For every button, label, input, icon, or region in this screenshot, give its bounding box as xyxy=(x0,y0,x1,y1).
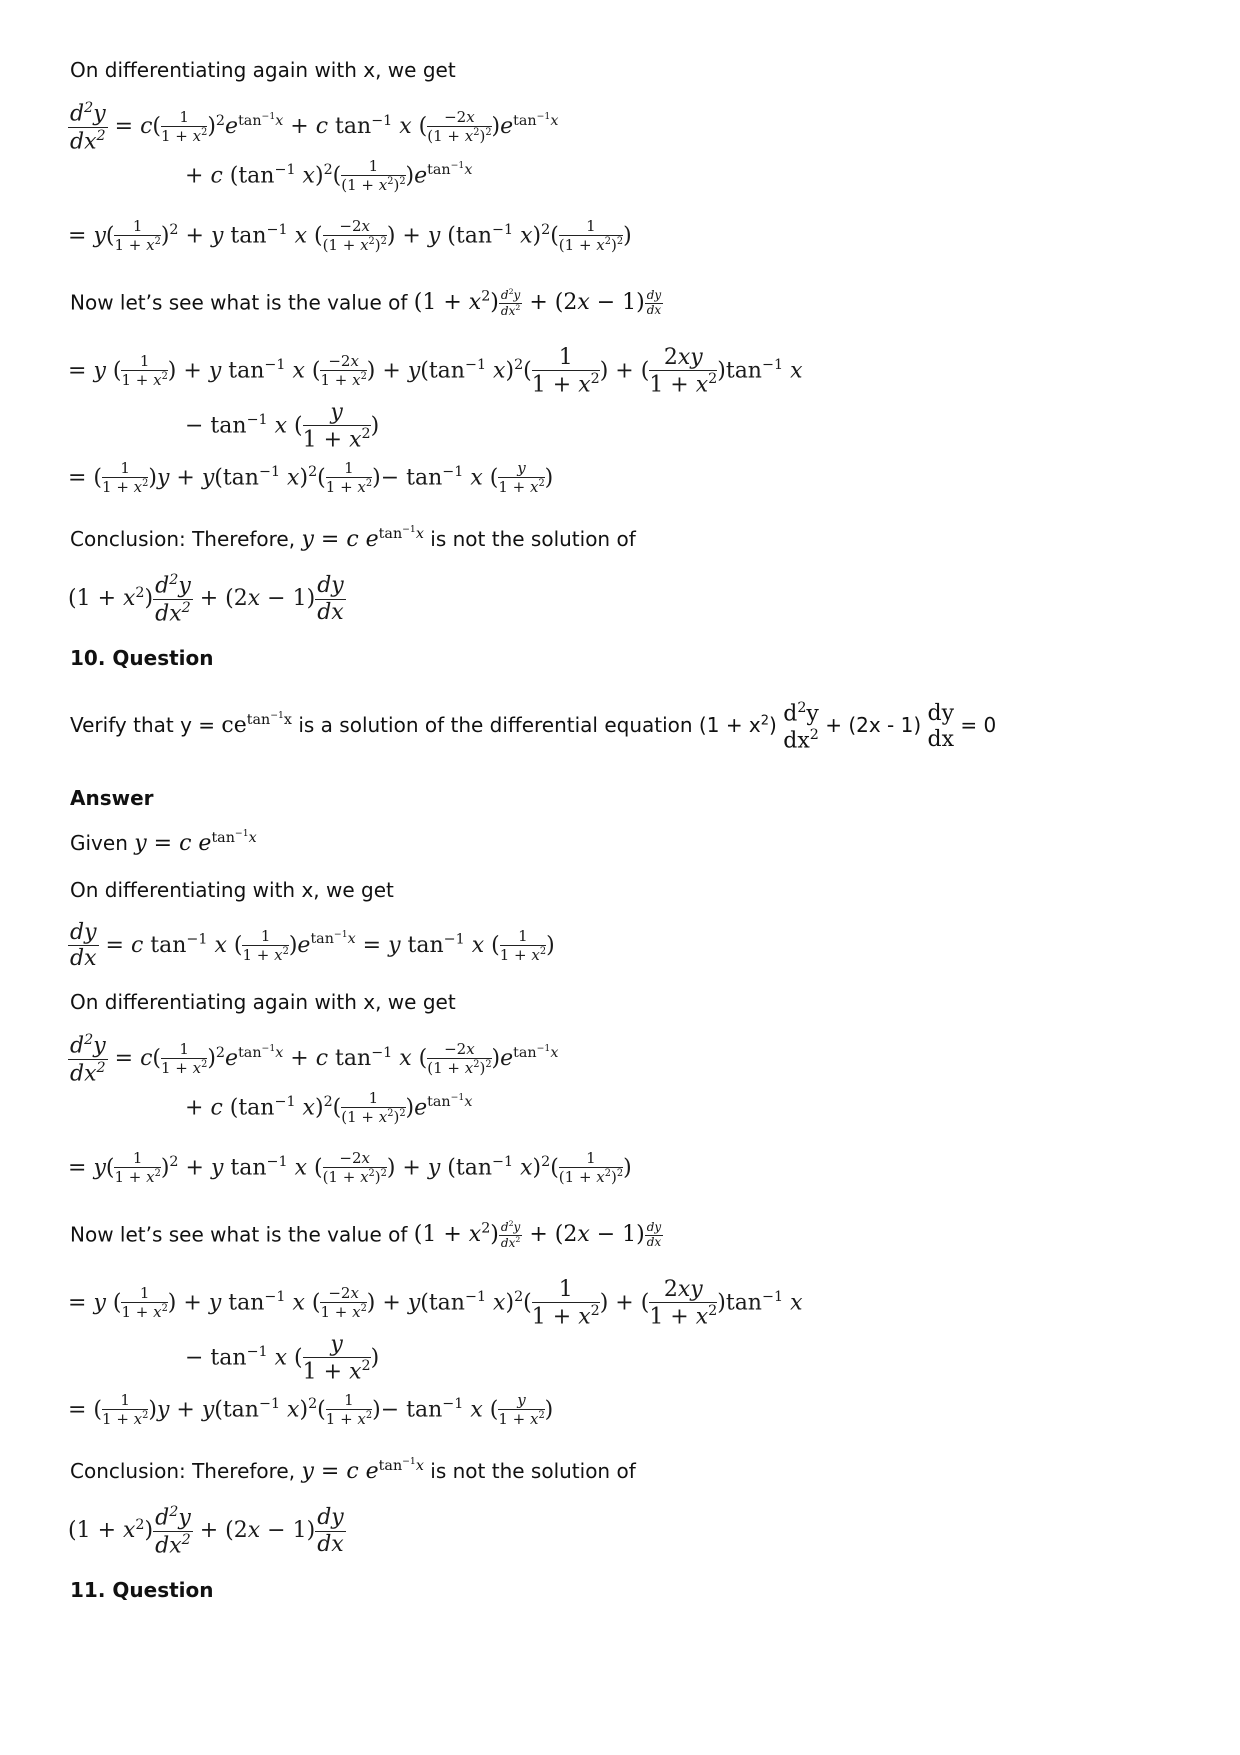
equation-second-derivative-cont: + c ($\tan^{-1}$ x)$^2$( $\frac{1}{(1 + x^2)^2}$ )$e^{tan^{-1}x}$ xyxy=(185,1089,473,1127)
answer-heading: Answer xyxy=(70,786,154,810)
equation-substitution: = y ( $\frac{1}{1 + x^2}$ ) + y $\tan^{-1} x$ ( $\frac{-2x}{1 + x^2}$ ) + $y(\tan^{-1}$ x)$^2$( $\frac{1}{1 + x^2}$ ) + ( $\frac{2xy}{1 + x^2}$ )$\tan^{-1}$ x xyxy=(68,1277,803,1330)
equation-differential: $(1 + x^2)$ $\frac{d^2y}{dx^2}$ + (2x − 1) $\frac{dy}{dx}$ xyxy=(68,1504,344,1558)
text-line: Now let’s see what is the value of $(1 + x^2)$ $\frac{d^2y}{dx^2}$ + (2x − 1) $\frac{dy}{dx}$ xyxy=(70,1219,662,1250)
equation-substitution-cont: − $\tan^{-1} x$ ( $\frac{y}{1 + x^2}$ ) xyxy=(185,400,380,453)
equation-second-derivative: $\frac{d^2y}{dx^2}$ = c( $\frac{1}{1 + x^2}$ )$^2e^{tan^{-1}x} + c$ $\tan^{-1} x$ ( $\frac{-2x}{(1 + x^2)^2}$ )$e^{tan^{-1}x}$ xyxy=(70,100,559,154)
equation-substitution: = y ( $\frac{1}{1 + x^2}$ ) + y $\tan^{-1} x$ ( $\frac{-2x}{1 + x^2}$ ) + $y(\tan^{-1}$ x)$^2$( $\frac{1}{1 + x^2}$ ) + ( $\frac{2xy}{1 + x^2}$ )$\tan^{-1}$ x xyxy=(68,345,803,398)
text-line: On differentiating again with x, we get xyxy=(70,990,456,1014)
equation-result: = ( $\frac{1}{1 + x^2}$ )$y + y(\tan^{-1}$ x)$^2$( $\frac{1}{1 + x^2}$ )− $\tan^{-1} x$ ( $\frac{y}{1 + x^2}$ ) xyxy=(68,1391,554,1429)
equation-differential: $(1 + x^2)$ $\frac{d^2y}{dx^2}$ + (2x − 1) $\frac{dy}{dx}$ xyxy=(68,572,344,626)
equation-second-derivative-cont: + c ($\tan^{-1}$ x)$^2$( $\frac{1}{(1 + x^2)^2}$ )$e^{tan^{-1}x}$ xyxy=(185,157,473,195)
question-heading: 10. Question xyxy=(70,646,214,670)
text-line: Conclusion: Therefore, y = c $e^{tan^{-1}x}$ is not the solution of xyxy=(70,1456,636,1485)
text-line: On differentiating again with x, we get xyxy=(70,58,456,82)
equation-y-form: = y( $\frac{1}{1 + x^2}$ )$^2$ + y $\tan^{-1} x$ ( $\frac{-2x}{(1 + x^2)^2}$ ) + y ($\tan^{-1}$ x)$^2$( $\frac{1}{(1 + x^2)^2}$ ) xyxy=(68,1149,632,1187)
question-heading: 11. Question xyxy=(70,1578,214,1602)
text-line: Now let’s see what is the value of $(1 + x^2)$ $\frac{d^2y}{dx^2}$ + (2x − 1) $\frac{dy}{dx}$ xyxy=(70,287,662,318)
question-text: Verify that $y = ce^{tan^{-1}x}$ is a solution of the differential equation $(1 + x^2)$ $d^2y$ $dx^2$ + (2x - 1) dy dx = 0 xyxy=(70,700,997,753)
equation-second-derivative: $\frac{d^2y}{dx^2}$ = c( $\frac{1}{1 + x^2}$ )$^2e^{tan^{-1}x} + c$ $\tan^{-1} x$ ( $\frac{-2x}{(1 + x^2)^2}$ )$e^{tan^{-1}x}$ xyxy=(70,1032,559,1086)
equation-y-form: = y( $\frac{1}{1 + x^2}$ )$^2$ + y $\tan^{-1} x$ ( $\frac{-2x}{(1 + x^2)^2}$ ) + y ($\tan^{-1}$ x)$^2$( $\frac{1}{(1 + x^2)^2}$ ) xyxy=(68,217,632,255)
text-line: Given y = c $e^{tan^{-1}x}$ xyxy=(70,828,257,857)
text-line: Conclusion: Therefore, y = c $e^{tan^{-1}x}$ is not the solution of xyxy=(70,524,636,553)
equation-result: = ( $\frac{1}{1 + x^2}$ )$y + y(\tan^{-1}$ x)$^2$( $\frac{1}{1 + x^2}$ )− $\tan^{-1} x$ ( $\frac{y}{1 + x^2}$ ) xyxy=(68,459,554,497)
text-line: On differentiating with x, we get xyxy=(70,878,394,902)
equation-substitution-cont: − $\tan^{-1} x$ ( $\frac{y}{1 + x^2}$ ) xyxy=(185,1332,380,1385)
equation-first-derivative: $\frac{dy}{dx}$ = c $\tan^{-1} x$ ( $\frac{1}{1 + x^2}$ )$e^{tan^{-1}x} = y$ $\tan^{-1} x$ ( $\frac{1}{1 + x^2}$ ) xyxy=(70,920,555,972)
